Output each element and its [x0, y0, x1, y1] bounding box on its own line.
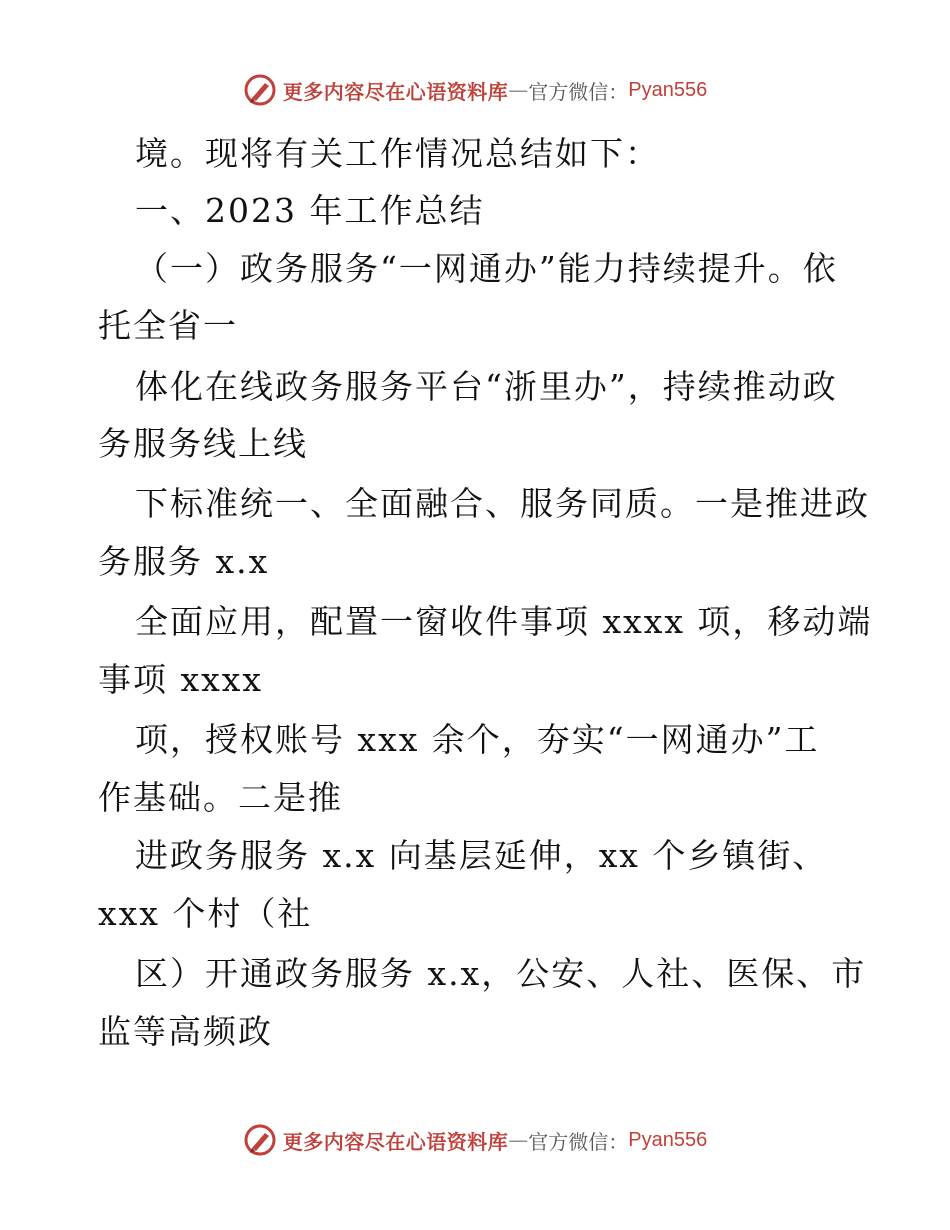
- body-line: 事项 xxxx: [98, 660, 263, 699]
- body-line: 作基础。二是推: [98, 778, 343, 817]
- footer-official-label: 官方微信：: [528, 1129, 629, 1154]
- body-line: 体化在线政务服务平台“浙里办”，持续推动政: [135, 367, 838, 406]
- body-line: 监等高频政: [98, 1012, 273, 1051]
- pen-logo-icon: [243, 1123, 277, 1157]
- footer-banner: [0, 1120, 950, 1160]
- section-heading: 一、2023 年工作总结: [135, 191, 485, 230]
- body-line: 务服务线上线: [98, 424, 308, 463]
- pen-logo-icon: [243, 73, 277, 107]
- body-line: 境。现将有关工作情况总结如下：: [135, 134, 660, 173]
- footer-brand: 更多内容尽在心语资料库: [282, 1129, 509, 1154]
- body-line: 务服务 x.x: [98, 542, 270, 581]
- body-line: xxx 个村（社: [98, 894, 313, 933]
- body-line: 进政务服务 x.x 向基层延伸，xx 个乡镇街、: [135, 836, 828, 875]
- header-separator: —: [508, 78, 529, 102]
- footer-separator: —: [508, 1128, 529, 1152]
- body-line: 下标准统一、全面融合、服务同质。一是推进政: [135, 484, 870, 523]
- body-line: 项，授权账号 xxx 余个，夯实“一网通办”工: [135, 720, 820, 759]
- header-official-label: 官方微信：: [528, 79, 629, 104]
- body-line: 托全省一: [98, 306, 238, 345]
- header-banner: [0, 70, 950, 110]
- header-brand: 更多内容尽在心语资料库: [282, 79, 509, 104]
- header-handle: Pyan556: [628, 78, 708, 101]
- footer-handle: Pyan556: [628, 1128, 708, 1151]
- body-line: 区）开通政务服务 x.x，公安、人社、医保、市: [135, 954, 867, 993]
- body-line: 全面应用，配置一窗收件事项 xxxx 项，移动端: [135, 602, 873, 641]
- body-line: （一）政务服务“一网通办”能力持续提升。依: [135, 249, 838, 288]
